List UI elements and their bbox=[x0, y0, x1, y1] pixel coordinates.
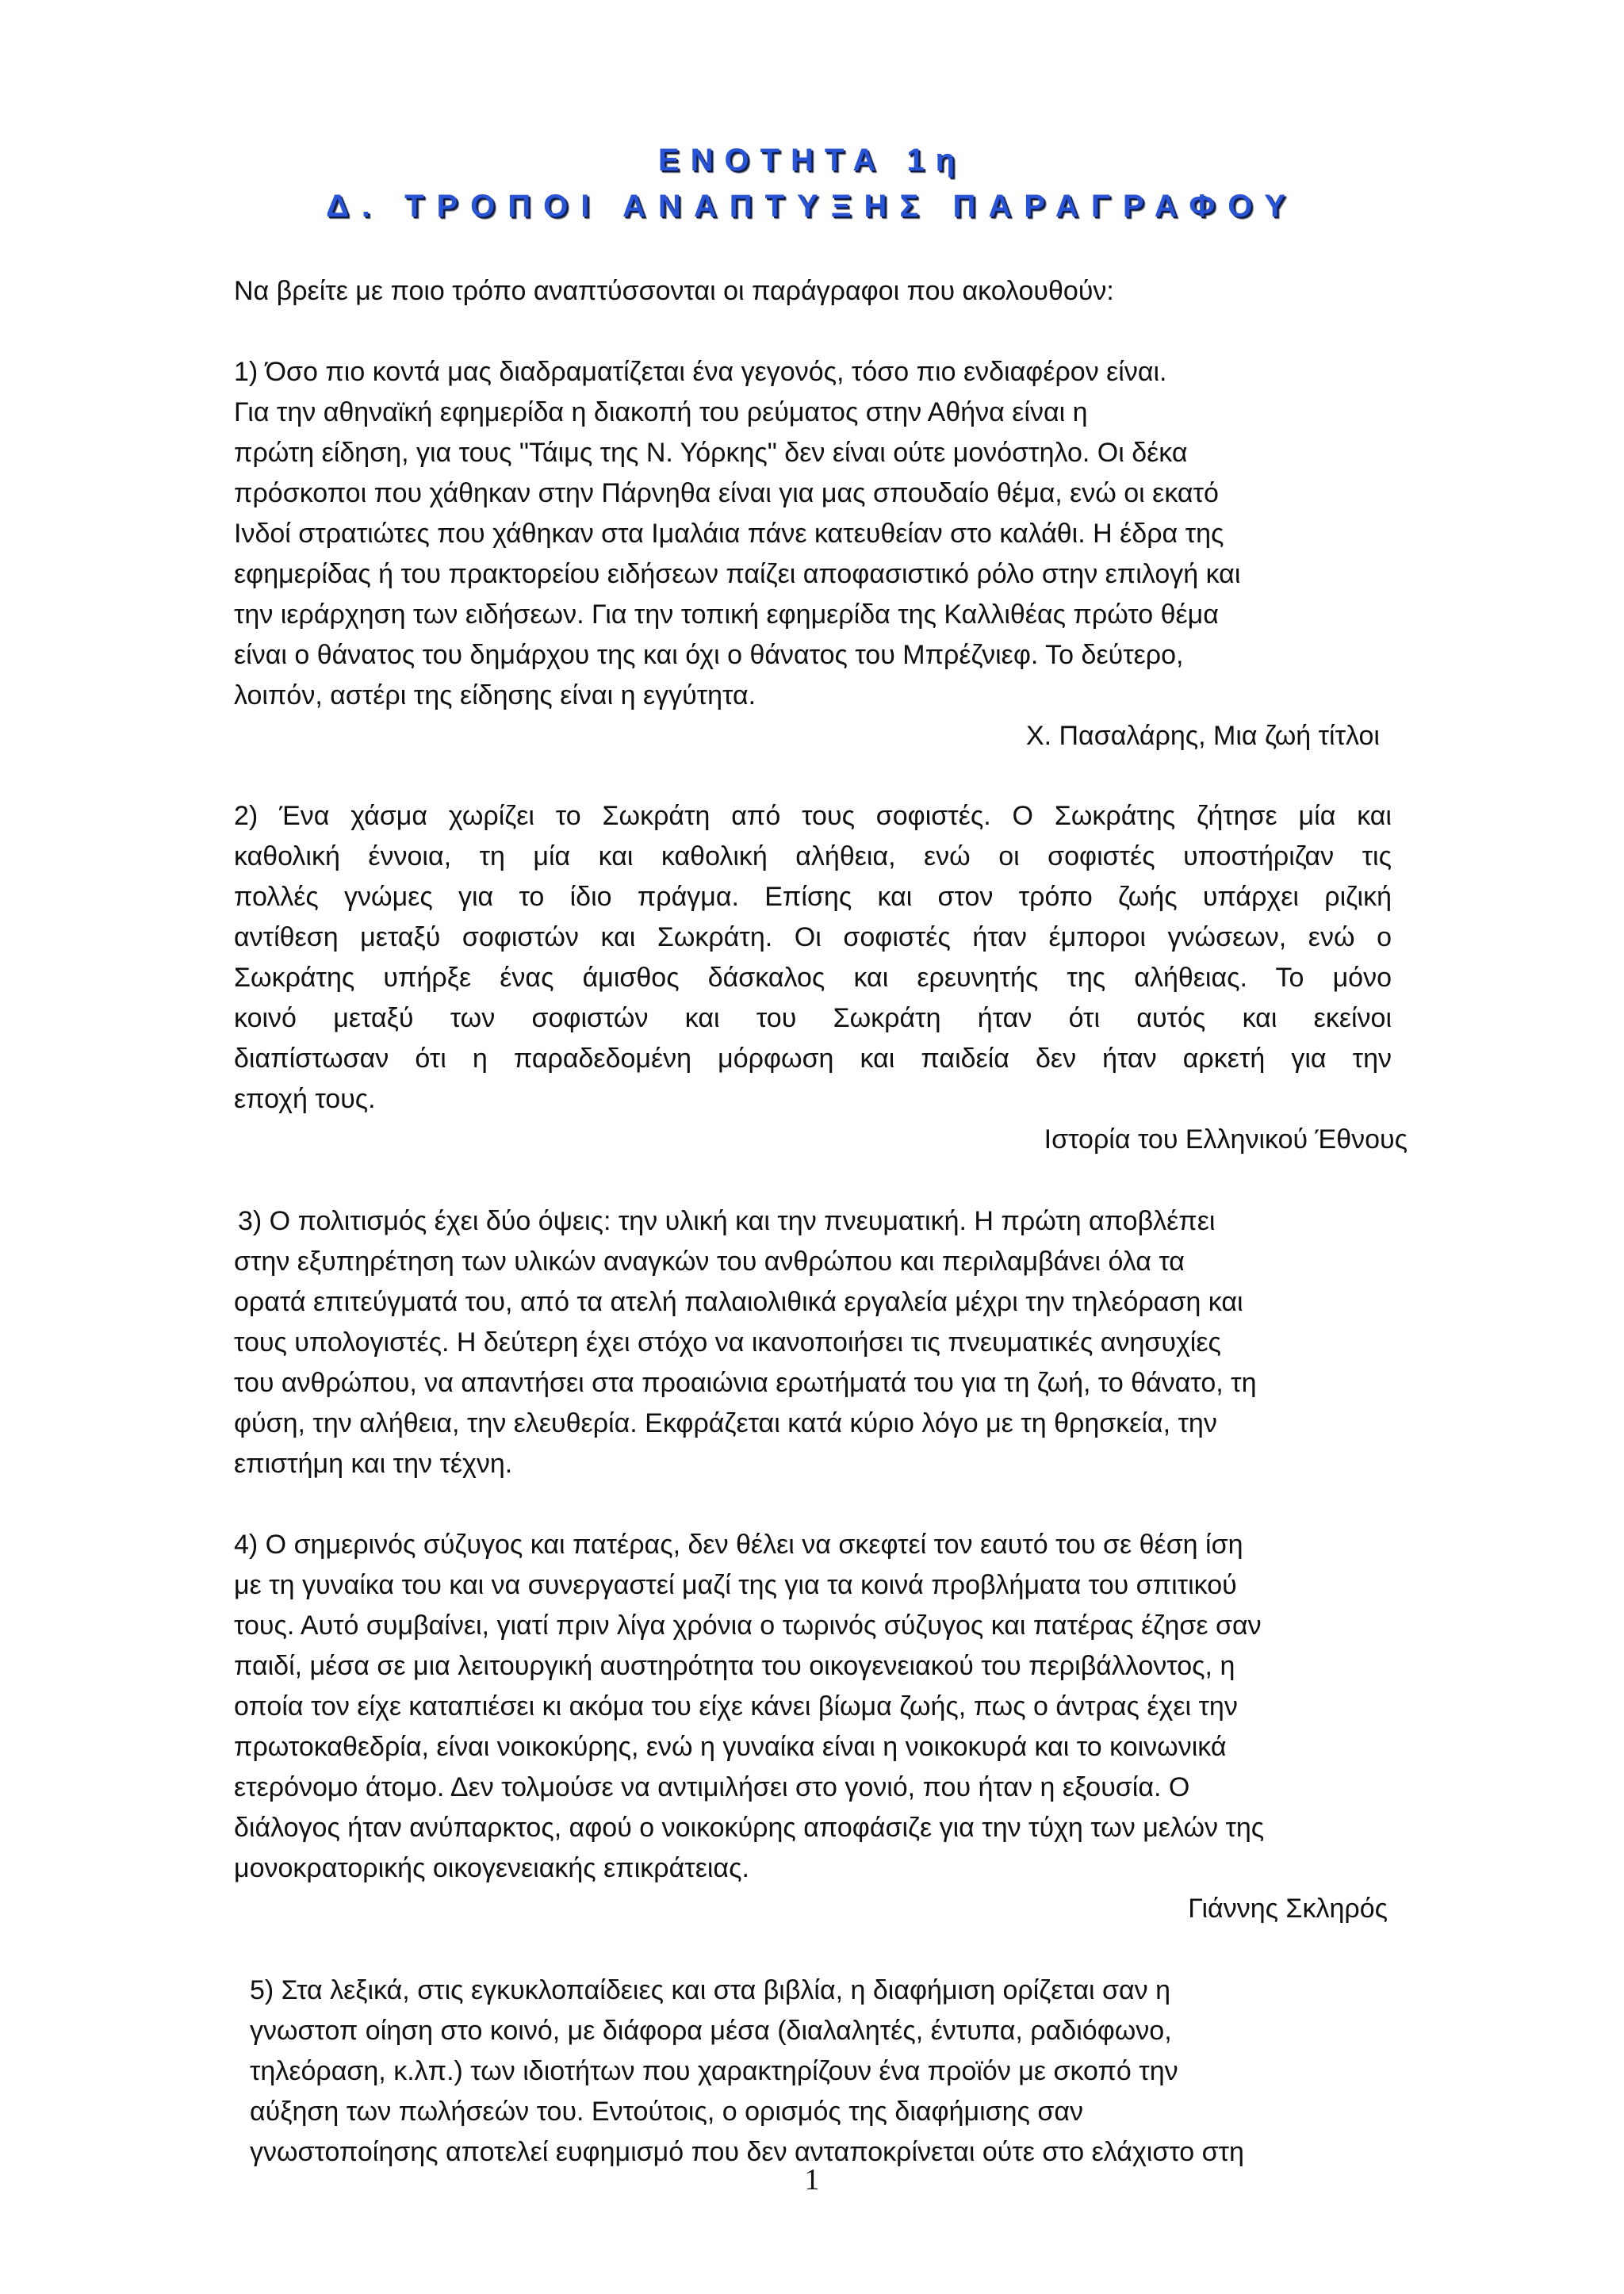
page-number: 1 bbox=[804, 2163, 820, 2196]
paragraph-line: είναι ο θάνατος του δημάρχου της και όχι ο θάνατος του Μπρέζνιεφ. Το δεύτερο, bbox=[234, 640, 1184, 670]
paragraph-line: φύση, την αλήθεια, την ελευθερία. Εκφράζεται κατά κύριο λόγο με τη θρησκεία, την bbox=[234, 1408, 1217, 1438]
paragraph-line: διάλογος ήταν ανύπαρκτος, αφού ο νοικοκύρης αποφάσιζε για την τύχη των μελών της bbox=[234, 1813, 1265, 1843]
paragraph-line: Ινδοί στρατιώτες που χάθηκαν στα Ιμαλάια πάνε κατευθείαν στο καλάθι. Η έδρα της bbox=[234, 519, 1224, 549]
source-citation: Χ. Πασαλάρης, Μια ζωή τίτλοι bbox=[1025, 721, 1380, 751]
paragraph-line: 1) Όσο πιο κοντά μας διαδραματίζεται ένα γεγονός, τόσο πιο ενδιαφέρον είναι. bbox=[234, 357, 1167, 387]
paragraph-line: τους. Αυτό συμβαίνει, γιατί πριν λίγα χρόνια ο τωρινός σύζυγος και πατέρας έζησε σαν bbox=[234, 1610, 1262, 1641]
paragraph-line: τηλεόραση, κ.λπ.) των ιδιοτήτων που χαρακτηρίζουν ένα προϊόν με σκοπό την bbox=[250, 2056, 1178, 2086]
section-subtitle: Δ. ΤΡΟΠΟΙ ΑΝΑΠΤΥΞΗΣ ΠΑΡΑΓΡΑΦΟΥ bbox=[326, 189, 1298, 224]
paragraph-line: οποία τον είχε καταπιέσει κι ακόμα του είχε κάνει βίωμα ζωής, πως ο άντρας έχει την bbox=[234, 1691, 1238, 1721]
paragraph-line: στην εξυπηρέτηση των υλικών αναγκών του ανθρώπου και περιλαμβάνει όλα τα bbox=[234, 1247, 1185, 1277]
paragraph-line: καθολική έννοια, τη μία και καθολική αλήθεια, ενώ οι σοφιστές υποστήριζαν τις bbox=[234, 841, 1392, 871]
section-title: ΕΝΟΤΗΤΑ 1η bbox=[657, 143, 967, 178]
paragraph-line: κοινό μεταξύ των σοφιστών και του Σωκράτη ήταν ότι αυτός και εκείνοι bbox=[234, 1003, 1392, 1033]
paragraph-line: λοιπόν, αστέρι της είδησης είναι η εγγύτητα. bbox=[234, 680, 756, 710]
paragraph-line: αύξηση των πωλήσεών του. Εντούτοις, ο ορισμός της διαφήμισης σαν bbox=[250, 2097, 1083, 2127]
paragraph-line: Σωκράτης υπήρξε ένας άμισθος δάσκαλος και ερευνητής της αλήθειας. Το μόνο bbox=[234, 963, 1392, 993]
paragraph-line: γνωστοπ οίηση στο κοινό, με διάφορα μέσα (διαλαλητές, έντυπα, ραδιόφωνο, bbox=[250, 2016, 1172, 2046]
paragraph-line: Για την αθηναϊκή εφημερίδα η διακοπή του ρεύματος στην Αθήνα είναι η bbox=[234, 397, 1088, 427]
paragraph-line: με τη γυναίκα του και να συνεργαστεί μαζί της για τα κοινά προβλήματα του σπιτικού bbox=[234, 1570, 1237, 1600]
paragraph-line: μονοκρατορικής οικογενειακής επικράτειας. bbox=[234, 1853, 749, 1883]
paragraph-line: την ιεράρχηση των ειδήσεων. Για την τοπική εφημερίδα της Καλλιθέας πρώτο θέμα bbox=[234, 599, 1219, 630]
paragraph-line: 3) Ο πολιτισμός έχει δύο όψεις: την υλική και την πνευματική. Η πρώτη αποβλέπει bbox=[238, 1206, 1216, 1236]
paragraph-line: ορατά επιτεύγματά του, από τα ατελή παλαιολιθικά εργαλεία μέχρι την τηλεόραση και bbox=[234, 1287, 1243, 1317]
paragraph-line: πολλές γνώμες για το ίδιο πράγμα. Επίσης και στον τρόπο ζωής υπάρχει ριζική bbox=[234, 882, 1392, 912]
paragraph-line: 2) Ένα χάσμα χωρίζει το Σωκράτη από τους σοφιστές. Ο Σωκράτης ζήτησε μία και bbox=[234, 801, 1392, 831]
paragraph-line: ετερόνομο άτομο. Δεν τολμούσε να αντιμιλήσει στο γονιό, που ήταν η εξουσία. Ο bbox=[234, 1772, 1190, 1802]
paragraph-line: επιστήμη και την τέχνη. bbox=[234, 1449, 513, 1479]
paragraph-line: αντίθεση μεταξύ σοφιστών και Σωκράτη. Οι σοφιστές ήταν έμποροι γνώσεων, ενώ ο bbox=[234, 922, 1392, 952]
paragraph-line: του ανθρώπου, να απαντήσει στα προαιώνια ερωτήματά του για τη ζωή, το θάνατο, τη bbox=[234, 1368, 1257, 1398]
paragraph-line: εφημερίδας ή του πρακτορείου ειδήσεων παίζει αποφασιστικό ρόλο στην επιλογή και bbox=[234, 559, 1241, 589]
paragraph-line: 4) Ο σημερινός σύζυγος και πατέρας, δεν θέλει να σκεφτεί τον εαυτό του σε θέση ίση bbox=[234, 1530, 1243, 1560]
paragraph-line: πρόσκοποι που χάθηκαν στην Πάρνηθα είναι για μας σπουδαίο θέμα, ενώ οι εκατό bbox=[234, 478, 1219, 508]
paragraph-line: γνωστοποίησης αποτελεί ευφημισμό που δεν ανταποκρίνεται ούτε στο ελάχιστο στη bbox=[250, 2137, 1244, 2167]
source-citation: Ιστορία του Ελληνικού Έθνους bbox=[1044, 1124, 1408, 1155]
paragraph-line: διαπίστωσαν ότι η παραδεδομένη μόρφωση και παιδεία δεν ήταν αρκετή για την bbox=[234, 1044, 1392, 1074]
paragraph-line: εποχή τους. bbox=[234, 1084, 376, 1114]
paragraph-line: πρώτη είδηση, για τους "Τάιμς της Ν. Υόρκης" δεν είναι ούτε μονόστηλο. Οι δέκα bbox=[234, 438, 1188, 468]
paragraph-line: 5) Στα λεξικά, στις εγκυκλοπαίδειες και στα βιβλία, η διαφήμιση ορίζεται σαν η bbox=[250, 1975, 1170, 2005]
source-citation: Γιάννης Σκληρός bbox=[1188, 1894, 1388, 1924]
paragraph-line: πρωτοκαθεδρία, είναι νοικοκύρης, ενώ η γυναίκα είναι η νοικοκυρά και το κοινωνικά bbox=[234, 1732, 1227, 1762]
paragraph-line: τους υπολογιστές. Η δεύτερη έχει στόχο να ικανοποιήσει τις πνευματικές ανησυχίες bbox=[234, 1327, 1221, 1358]
paragraph-line: παιδί, μέσα σε μια λειτουργική αυστηρότητα του οικογενειακού του περιβάλλοντος, η bbox=[234, 1651, 1235, 1681]
intro-instruction: Να βρείτε με ποιο τρόπο αναπτύσσονται οι παράγραφοι που ακολουθούν: bbox=[234, 276, 1114, 306]
